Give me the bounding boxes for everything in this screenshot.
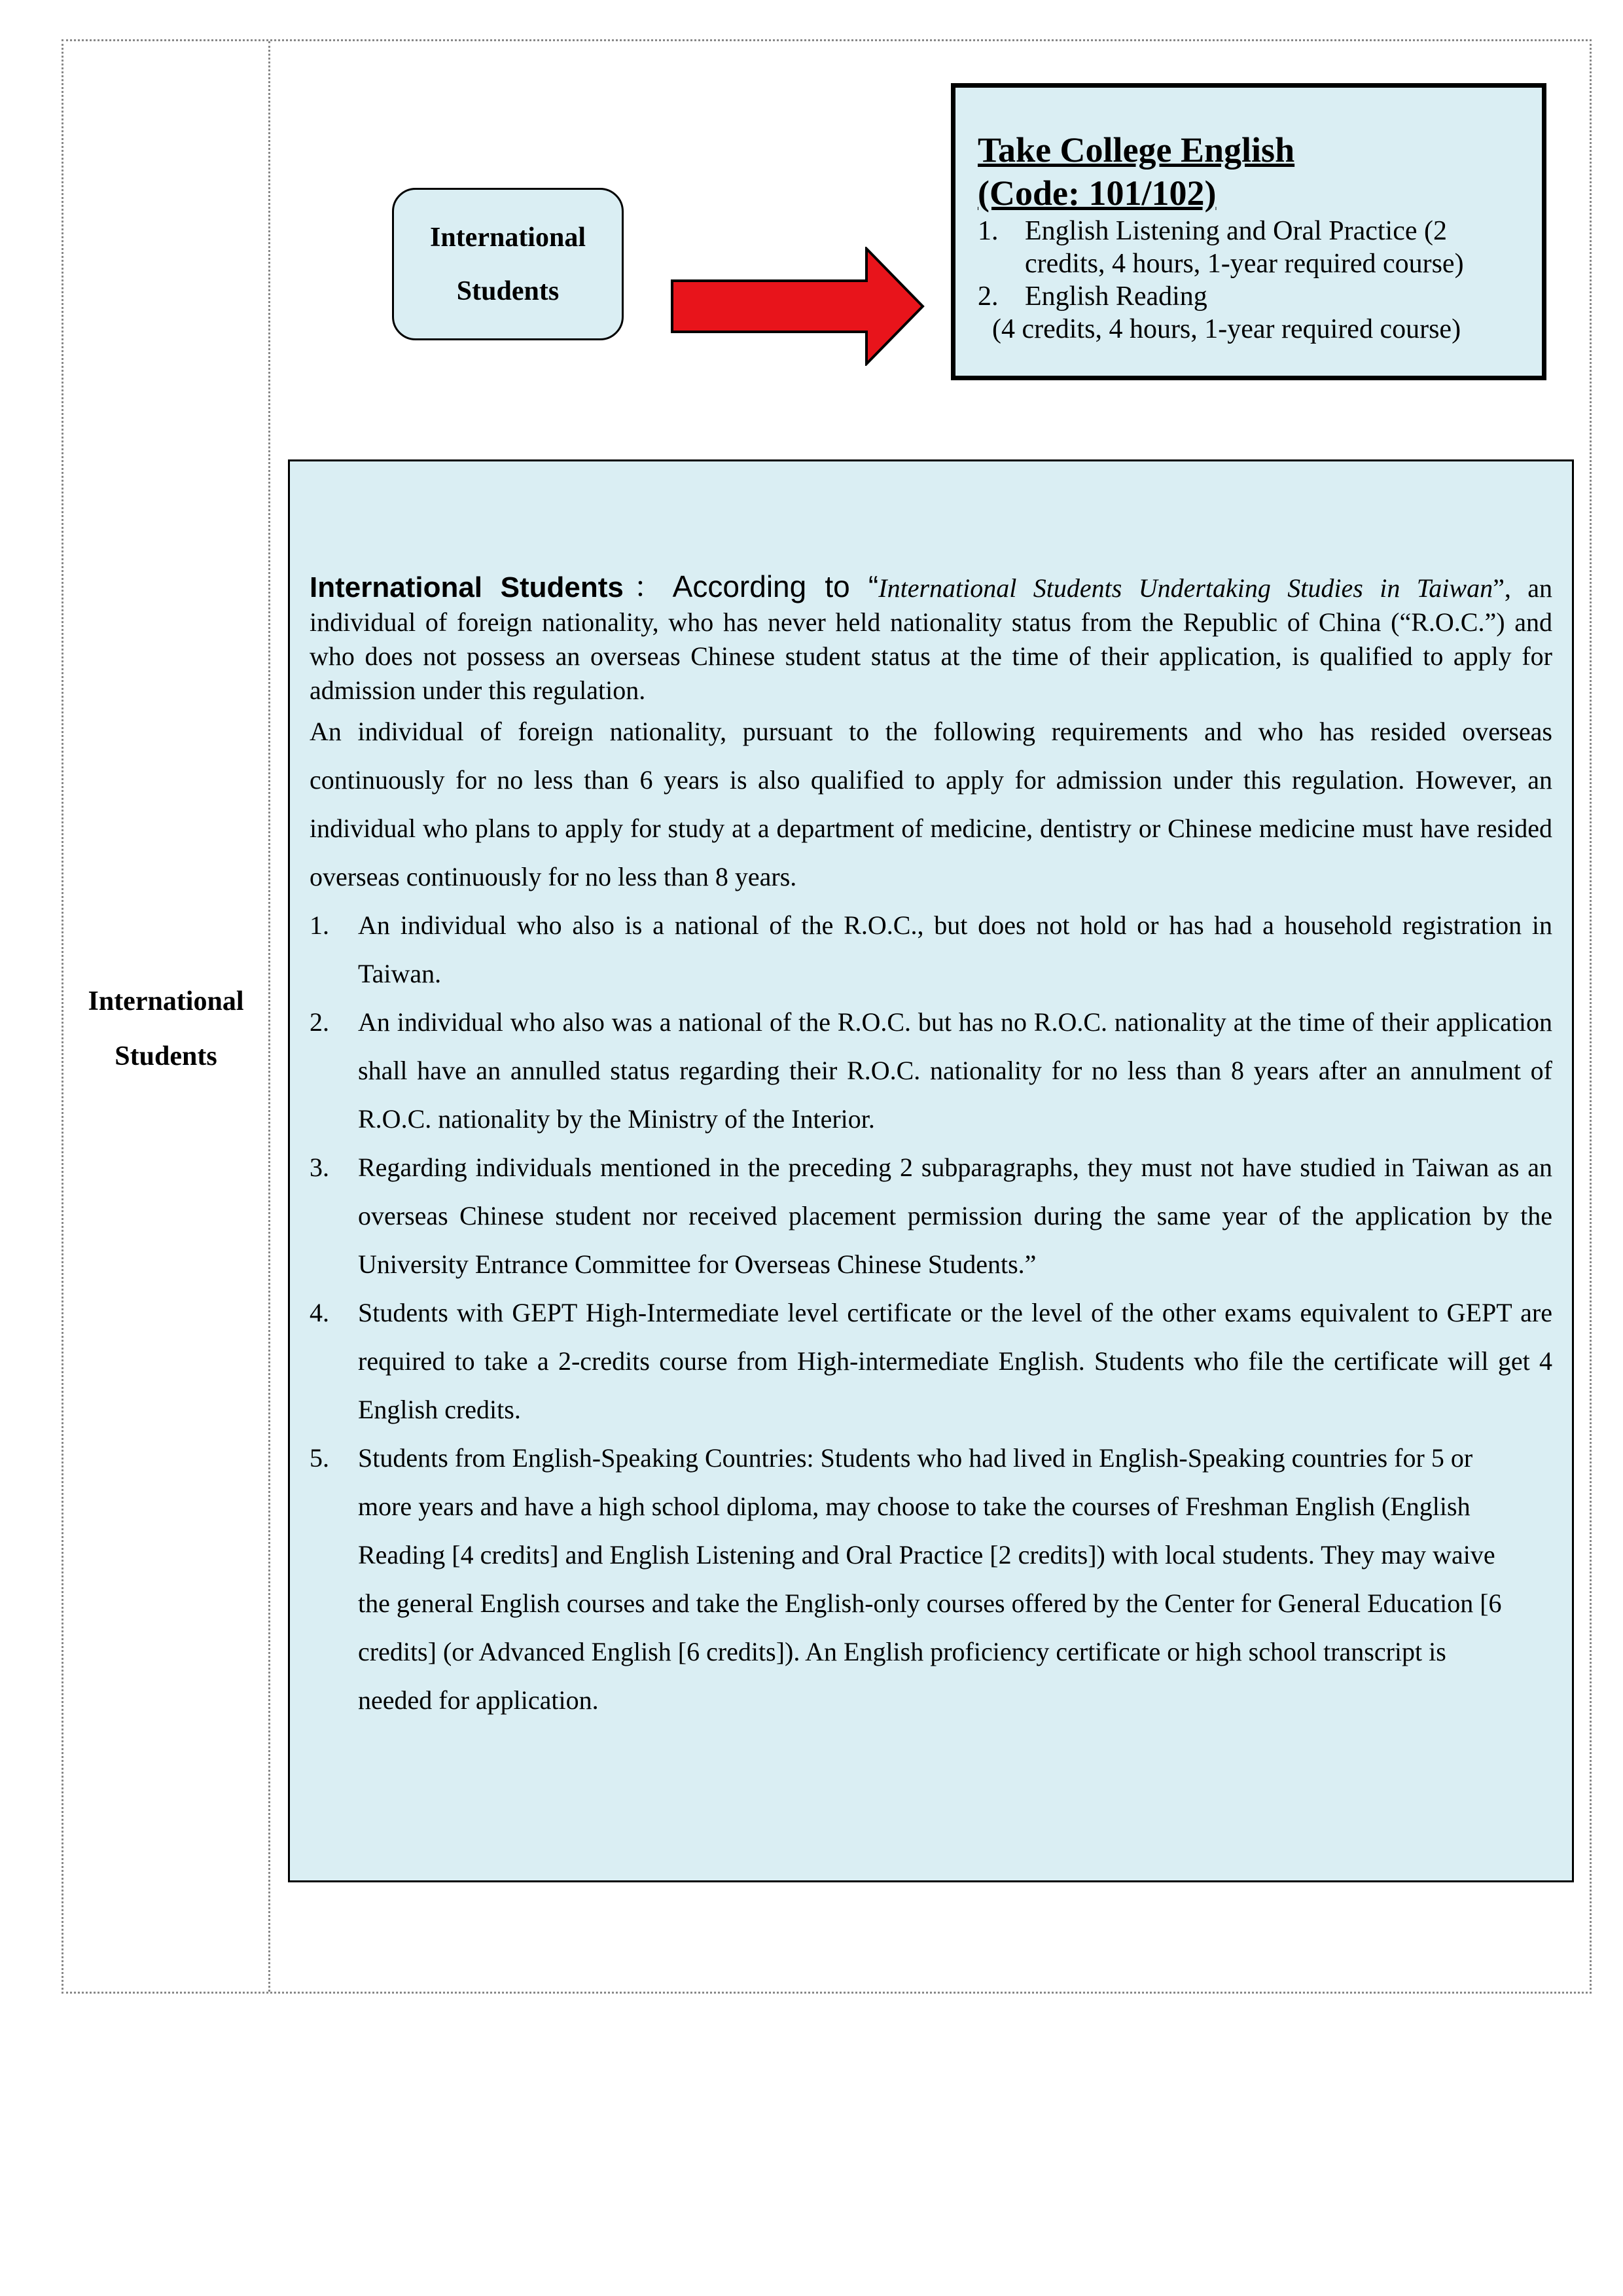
student-box-line1: International [429,222,586,253]
column-divider [268,41,270,1992]
intro-italic-title: International Students Undertaking Studies in Taiwan [878,573,1493,603]
list-item-number: 1. [310,910,329,940]
intro-heading [310,569,879,603]
list-item-text: An individual who also was a national of the R.O.C. but has no R.O.C. nationality at the time of their application shall have an annulled status regarding their R.O.C. nationality for no less than 8 years after an annulment of R.O.C. nationality by the Ministry of the Interior. [358,1007,1552,1134]
list-item-number: 4. [310,1298,329,1327]
list-item-number: 3. [310,1153,329,1182]
course-item-detail: (4 credits, 4 hours, 1-year required course) [992,314,1461,344]
list-item-number: 5. [310,1443,329,1473]
course-title-line1: Take College English [978,130,1295,170]
international-students-box [392,188,624,340]
list-item [310,1143,1552,1289]
course-title-line2: (Code: 101/102) [978,173,1217,213]
course-item-text: English Listening and Oral Practice (2 credits, 4 hours, 1-year required course) [1025,216,1464,279]
intro-colon: ： [623,571,673,603]
row-label-line1: International [88,986,244,1016]
row-label [63,974,268,1084]
student-box-line2: Students [456,276,560,306]
course-item-number: 2. [978,281,999,312]
course-list [978,215,1520,313]
list-item [310,998,1552,1143]
row-label-line2: Students [115,1041,217,1071]
intro-rest: ”, an individual of foreign nationality, who has never held nationality status from the Republic of China (“R.O.C.”) and who does not possess an overseas Chinese student status at the time of their application, is qualified to apply for admission under this regulation. [310,573,1553,705]
requirements-paragraph: An individual of foreign nationality, pursuant to the following requirements and who has resided overseas continuously for no less than 6 years is also qualified to apply for admission under this regulation. However, an individual who plans to apply for study at a department of medicine, dentistry or Chinese medicine must have resided overseas continuously for no less than 8 years. [310,717,1552,891]
list-item [310,1289,1552,1434]
list-item [310,901,1552,998]
list-item-text: Students from English-Speaking Countries: Students who had lived in English-Speaking countries for 5 or more years and have a high school diploma, may choose to take the courses of Freshman English (English Reading [4 credits] and English Listening and Oral Practice [2 credits]) with local students. They may waive the general English courses and take the English-only courses offered by the Center for General Education [6 credits] (or Advanced English [6 credits]). An English proficiency certificate or high school transcript is needed for application. [358,1443,1502,1715]
intro-paragraph [310,569,1552,708]
intro-according: According to “ [672,569,879,603]
requirements-list [310,901,1552,1725]
course-title [978,128,1520,215]
list-item-text: Students with GEPT High-Intermediate level certificate or the level of the other exams equivalent to GEPT are required to take a 2-credits course from High-intermediate English. Students who file the certificate will get 4 English credits. [358,1298,1552,1424]
intro-lead: International Students [310,571,624,603]
right-arrow-icon [670,247,925,366]
arrow-shape [672,249,923,364]
list-item-number: 2. [310,1007,329,1037]
list-item-text: An individual who also is a national of the R.O.C., but does not hold or has had a household registration in Taiwan. [358,910,1552,988]
info-box [288,459,1574,1882]
course-item-number: 1. [978,216,999,246]
list-item-text: Regarding individuals mentioned in the preceding 2 subparagraphs, they must not have studied in Taiwan as an overseas Chinese student nor received placement permission during the same year of the application by the University Entrance Committee for Overseas Chinese Students.” [358,1153,1552,1279]
course-item-text: English Reading [1025,281,1207,312]
list-item [310,1434,1552,1725]
course-item [978,215,1520,280]
course-item [978,280,1520,313]
course-box [951,83,1546,380]
